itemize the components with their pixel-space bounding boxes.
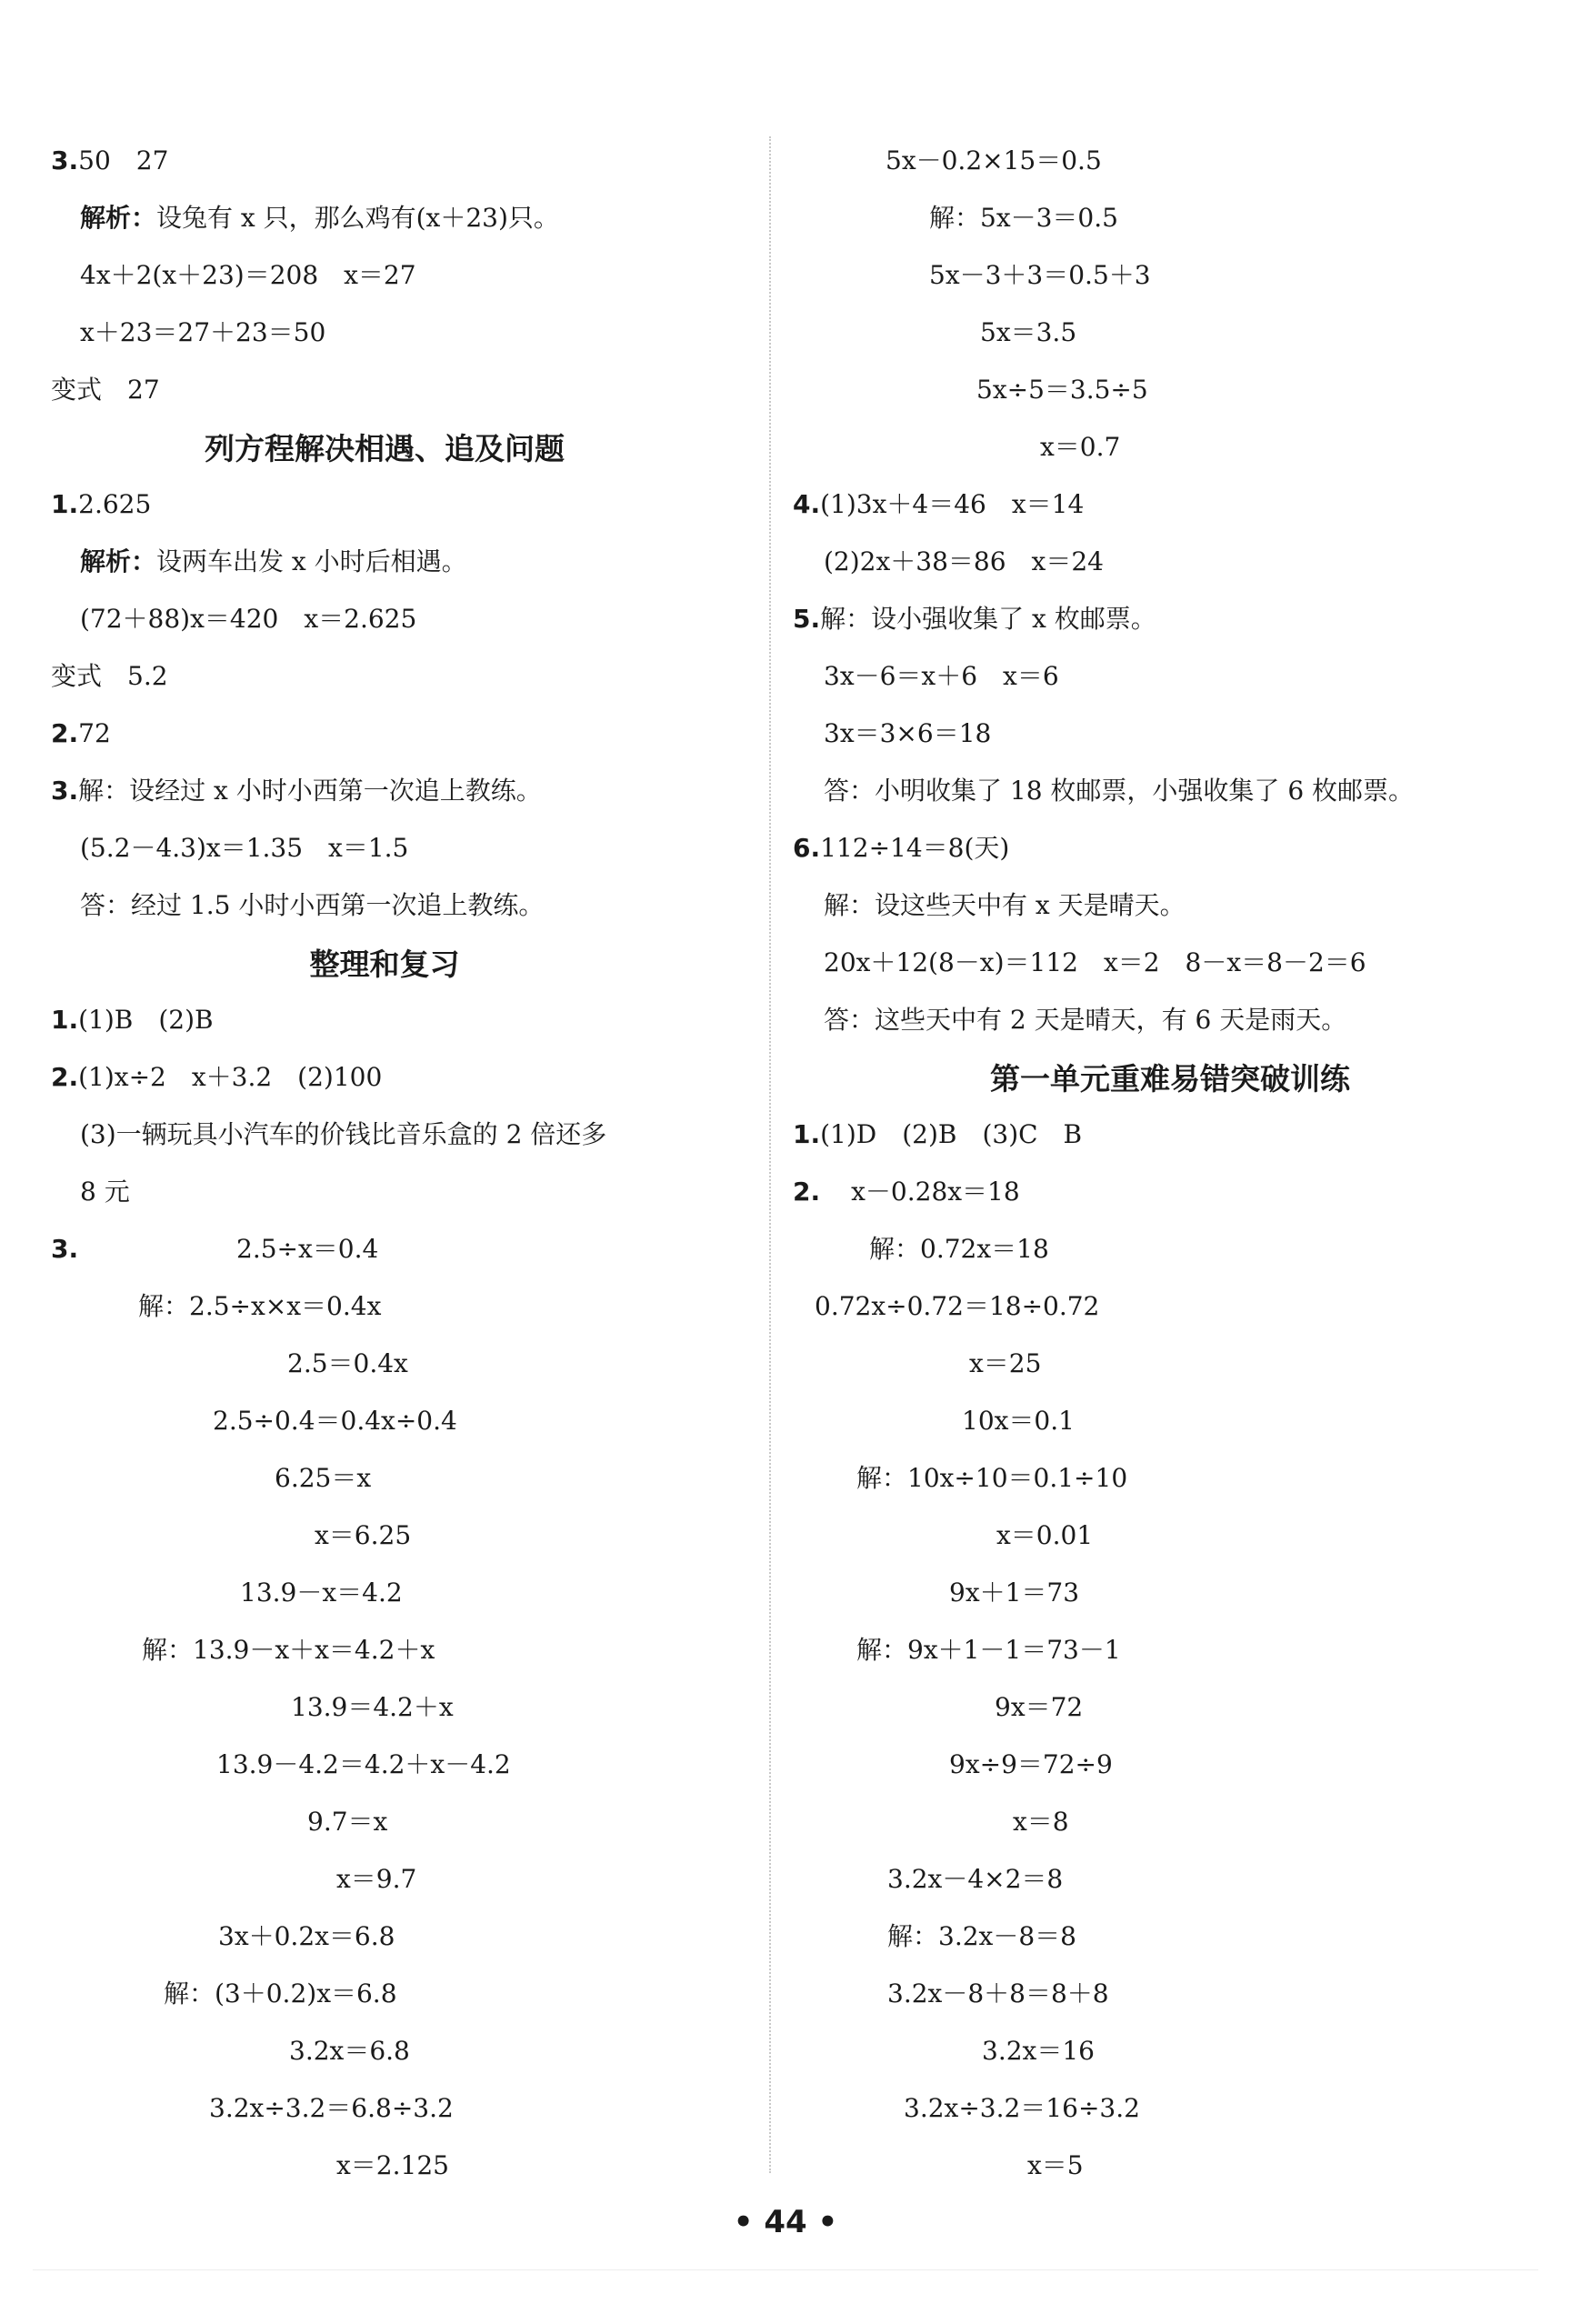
answer-line: 解：设这些天中有 x 天是晴天。: [824, 890, 1186, 920]
variant-line: 变式 5.2: [51, 661, 168, 691]
equation-line: 9x÷9＝72÷9: [949, 1749, 1113, 1779]
answer-line: 1.(1)D (2)B (3)C B: [793, 1119, 1083, 1149]
equation-line: 2.5÷x＝0.4: [236, 1234, 379, 1264]
section-heading: 列方程解决相遇、追及问题: [205, 431, 565, 466]
equation-line: 13.9＝4.2＋x: [291, 1692, 454, 1722]
answer-line: 答：小明收集了 18 枚邮票，小强收集了 6 枚邮票。: [824, 776, 1415, 806]
answer-line: 1.(1)B (2)B: [51, 1005, 214, 1035]
bottom-rule: [33, 2269, 1538, 2270]
equation-line: 6.25＝x: [275, 1463, 372, 1493]
answer-line: 20x＋12(8－x)＝112 x＝2 8－x＝8－2＝6: [824, 947, 1366, 977]
page-number: • 44 •: [733, 2204, 838, 2240]
equation-line: 解：9x＋1－1＝73－1: [856, 1635, 1121, 1665]
answer-line: 答：这些天中有 2 天是晴天，有 6 天是雨天。: [824, 1005, 1347, 1035]
equation-line: 2.5÷0.4＝0.4x÷0.4: [213, 1406, 457, 1436]
equation-line: 9x＝72: [995, 1692, 1084, 1722]
equation-line: 0.72x÷0.72＝18÷0.72: [815, 1291, 1100, 1321]
equation-line: x＝2.125: [336, 2150, 449, 2180]
column-divider: [769, 136, 771, 2173]
equation-line: 10x＝0.1: [962, 1406, 1075, 1436]
equation-line: 5x÷5＝3.5÷5: [976, 375, 1148, 405]
answer-line: 3.解：设经过 x 小时小西第一次追上教练。: [51, 776, 542, 806]
equation-line: 3.2x＝16: [982, 2036, 1095, 2066]
equation-line: 3.2x＝6.8: [289, 2036, 410, 2066]
equation-line: 解：(3＋0.2)x＝6.8: [164, 1978, 397, 2008]
answer-line: 5.解：设小强收集了 x 枚邮票。: [793, 604, 1156, 634]
equation-line: 3.2x－4×2＝8: [887, 1864, 1064, 1894]
equation-line: x＝5: [1027, 2150, 1084, 2180]
equation-line: 解：10x÷10＝0.1÷10: [856, 1463, 1128, 1493]
equation-line: 3x＋0.2x＝6.8: [218, 1921, 395, 1951]
equation-line: x＝8: [1013, 1807, 1069, 1837]
answer-line: 2. x－0.28x＝18: [793, 1177, 1020, 1207]
equation-line: x＝6.25: [315, 1520, 412, 1550]
equation-line: 9.7＝x: [307, 1807, 388, 1837]
answer-line: (72＋88)x＝420 x＝2.625: [80, 604, 417, 634]
equation-line: 9x＋1＝73: [949, 1578, 1080, 1608]
answer-line: 6.112÷14＝8(天): [793, 833, 1010, 863]
answer-line: 4.(1)3x＋4＝46 x＝14: [793, 489, 1085, 519]
section-heading: 整理和复习: [309, 947, 460, 982]
equation-line: 2.5＝0.4x: [287, 1348, 408, 1378]
equation-line: 5x＝3.5: [980, 317, 1077, 347]
answer-line: 答：经过 1.5 小时小西第一次追上教练。: [80, 890, 545, 920]
equation-line: 解：2.5÷x×x＝0.4x: [138, 1291, 382, 1321]
equation-line: 5x－3＋3＝0.5＋3: [929, 260, 1151, 290]
equation-line: x＝25: [969, 1348, 1042, 1378]
answer-line: 3x－6＝x＋6 x＝6: [824, 661, 1059, 691]
equation-line: 3.2x÷3.2＝6.8÷3.2: [209, 2093, 454, 2123]
analysis-line: 解析：设兔有 x 只，那么鸡有(x＋23)只。: [80, 203, 559, 233]
answer-line: 3x＝3×6＝18: [824, 718, 992, 748]
equation-line: 3.2x－8＋8＝8＋8: [887, 1978, 1109, 2008]
answer-line: 2.(1)x÷2 x＋3.2 (2)100: [51, 1062, 383, 1092]
equation-line: x＝9.7: [336, 1864, 417, 1894]
equation-line: 5x－0.2×15＝0.5: [886, 145, 1102, 175]
equation-line: 13.9－4.2＝4.2＋x－4.2: [216, 1749, 511, 1779]
answer-line: 3.: [51, 1234, 79, 1264]
answer-line: 8 元: [80, 1177, 130, 1207]
equation-line: 3.2x÷3.2＝16÷3.2: [904, 2093, 1140, 2123]
analysis-line: 解析：设两车出发 x 小时后相遇。: [80, 546, 467, 576]
equation-line: 解：3.2x－8＝8: [887, 1921, 1076, 1951]
answer-line: (3)一辆玩具小汽车的价钱比音乐盒的 2 倍还多: [80, 1119, 607, 1149]
answer-line: 2.72: [51, 718, 111, 748]
answer-line: 1.2.625: [51, 489, 152, 519]
equation-line: 解：13.9－x＋x＝4.2＋x: [142, 1635, 435, 1665]
answer-line: 3.50 27: [51, 145, 169, 175]
answer-line: (2)2x＋38＝86 x＝24: [824, 546, 1104, 576]
variant-line: 变式 27: [51, 375, 160, 405]
equation-line: x＝0.01: [996, 1520, 1094, 1550]
section-heading: 第一单元重难易错突破训练: [990, 1061, 1350, 1097]
answer-line: 4x＋2(x＋23)＝208 x＝27: [80, 260, 416, 290]
answer-line: x＋23＝27＋23＝50: [80, 317, 326, 347]
equation-line: x＝0.7: [1040, 432, 1121, 462]
equation-line: 解：5x－3＝0.5: [929, 203, 1118, 233]
equation-line: 13.9－x＝4.2: [240, 1578, 403, 1608]
answer-line: (5.2－4.3)x＝1.35 x＝1.5: [80, 833, 409, 863]
equation-line: 解：0.72x＝18: [869, 1234, 1049, 1264]
